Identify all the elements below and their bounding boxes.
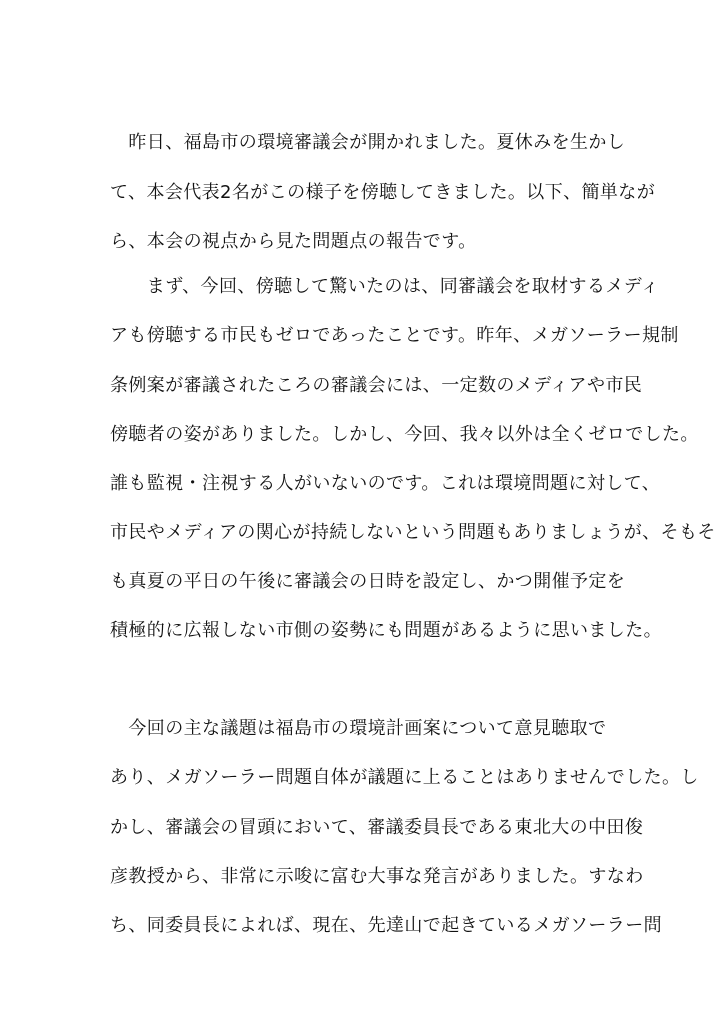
text-line: 積極的に広報しない市側の姿勢にも問題があるように思いました。: [110, 620, 662, 641]
text-line: 昨日、福島市の環境審議会が開かれました。夏休みを生かし: [110, 132, 626, 153]
text-line: ら、本会の視点から見た問題点の報告です。: [110, 231, 477, 252]
text-line: まず、今回、傍聴して驚いたのは、同審議会を取材するメディ: [110, 276, 660, 297]
text-line: て、本会代表2名がこの様子を傍聴してきました。以下、簡単なが: [110, 182, 656, 203]
text-line: アも傍聴する市民もゼロであったことです。昨年、メガソーラー規制: [110, 325, 679, 346]
text-line: ち、同委員長によれば、現在、先達山で起きているメガソーラー問: [110, 915, 662, 936]
text-line: 今回の主な議題は福島市の環境計画案について意見聴取で: [110, 718, 607, 739]
text-line: 傍聴者の姿がありました。しかし、今回、我々以外は全くゼロでした。: [110, 424, 699, 445]
text-line: あり、メガソーラー問題自体が議題に上ることはありませんでした。し: [110, 767, 699, 788]
text-line: 誰も監視・注視する人がいないのです。これは環境問題に対して、: [110, 473, 661, 494]
text-line: 彦教授から、非常に示唆に富む大事な発言がありました。すなわ: [110, 866, 644, 887]
text-line: 条例案が審議されたころの審議会には、一定数のメディアや市民: [110, 375, 643, 396]
text-line: も真夏の平日の午後に審議会の日時を設定し、かつ開催予定を: [110, 571, 626, 592]
text-line: かし、審議会の冒頭において、審議委員長である東北大の中田俊: [110, 817, 644, 838]
text-line: 市民やメディアの関心が持続しないという問題もありましょうが、そもそ: [110, 522, 716, 543]
